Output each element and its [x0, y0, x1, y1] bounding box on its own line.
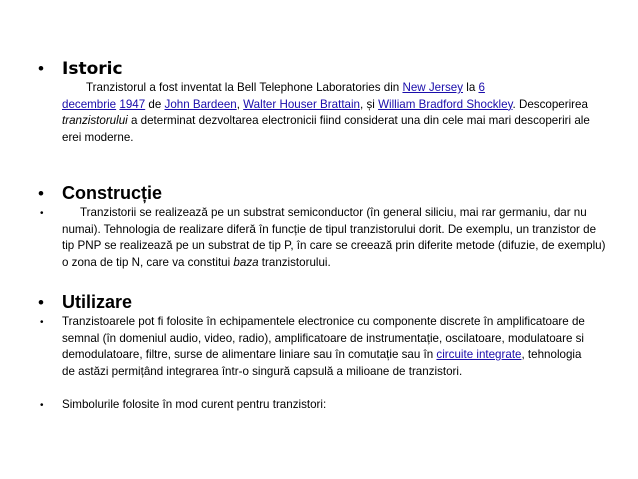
istoric-text-8: a determinat dezvoltarea electronicii fiind considerat una din cele mai mari descoperiri ale erei moderne.	[62, 114, 590, 144]
link-john-bardeen[interactable]: John Bardeen	[164, 97, 237, 111]
istoric-text-7: . Descoperirea	[512, 97, 588, 111]
constructie-text-2: tranzistorului.	[258, 255, 331, 269]
istoric-paragraph	[62, 80, 592, 146]
istoric-text-6: , și	[360, 97, 379, 111]
utilizare-text-1: Tranzistoarele pot fi folosite în echipamentele electronice cu componente discrete în amplificatoare de semnal (în domeniul audio, video, radio), amplificatoare de instrumentație, oscilatoare, modulatoare si demodulatoare, filtre, surse de alimentare liniare sau în comutație sau în	[62, 315, 585, 361]
link-6[interactable]: 6	[478, 81, 485, 94]
section-title-constructie: Construcție	[62, 183, 163, 203]
utilizare-item-1	[62, 314, 590, 380]
link-circuite-integrate[interactable]: circuite integrate	[436, 348, 522, 361]
italic-tranzistorului: tranzistorului	[62, 114, 128, 127]
utilizare-item-2: Simbolurile folosite în mod curent pentru tranzistori:	[62, 398, 327, 411]
list-bullet: •	[40, 208, 44, 219]
list-bullet: •	[40, 400, 44, 411]
list-bullet: •	[40, 317, 44, 328]
section-bullet: •	[38, 293, 44, 312]
istoric-text-5: ,	[236, 97, 244, 111]
section-bullet: •	[38, 184, 44, 203]
link-walter-brattain[interactable]: Walter Houser Brattain	[243, 97, 361, 111]
link-1947[interactable]: 1947	[119, 97, 146, 111]
utilizare-text-2: , tehnologia de astăzi permițând integrarea într-o singură capsulă a milioane de tranzistori.	[62, 348, 582, 378]
constructie-text-1: Tranzistorii se realizează pe un substrat semiconductor (în general siliciu, mai rar germaniu, dar nu numai). Tehnologia de realizare diferă în funcție de tipul tranzistorului dorit. De exemplu, un tranzistor de tip PNP se realizează pe un substrat de tip P, în care se creează prin diferite metode (difuzie, de exemplu) o zona de tip N, care va constitui	[62, 206, 606, 269]
istoric-text-2: la	[463, 81, 479, 94]
link-new-jersey[interactable]: New Jersey	[402, 81, 464, 94]
istoric-text-1: Tranzistorul a fost inventat la Bell Telephone Laboratories din	[86, 81, 403, 94]
section-bullet: •	[38, 59, 44, 78]
constructie-paragraph	[62, 205, 607, 271]
section-title-utilizare: Utilizare	[62, 292, 133, 312]
link-decembrie[interactable]: decembrie	[62, 97, 117, 111]
link-william-shockley[interactable]: William Bradford Shockley	[378, 97, 513, 111]
istoric-text-4: de	[145, 97, 165, 111]
italic-baza: baza	[233, 255, 259, 269]
section-title-istoric: Istoric	[62, 59, 123, 79]
